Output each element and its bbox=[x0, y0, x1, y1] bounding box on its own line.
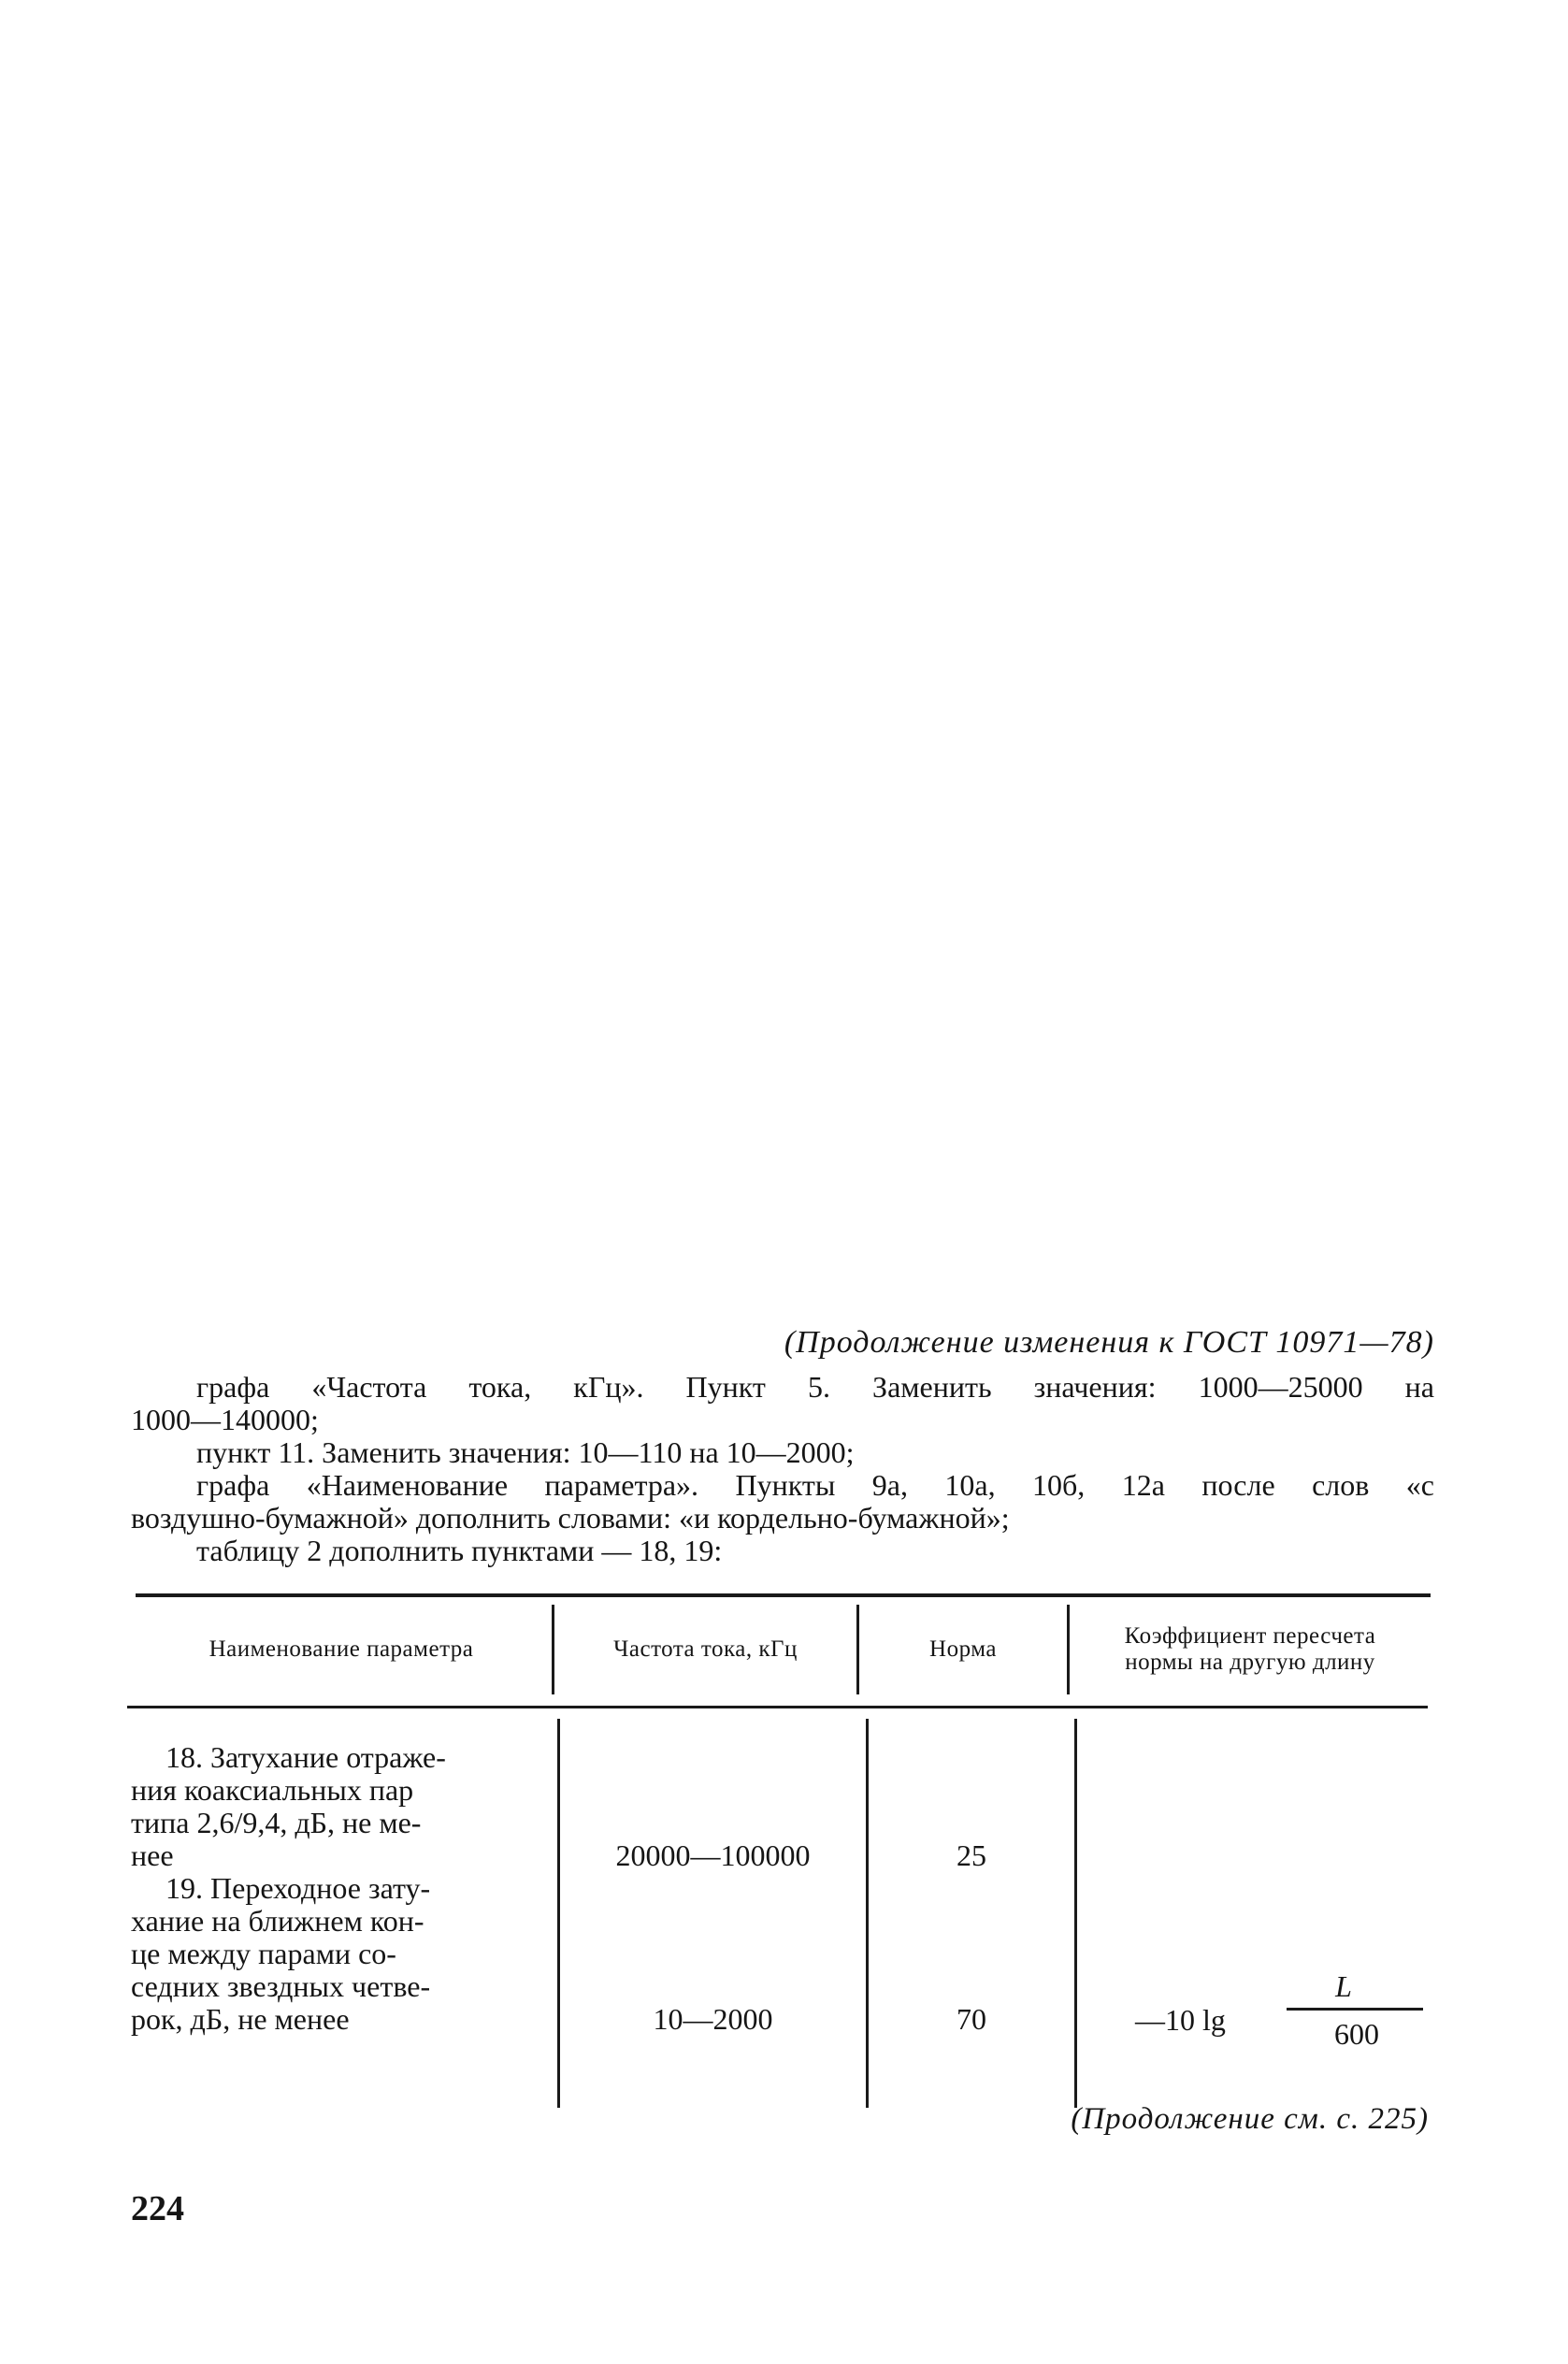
header-coefficient: Коэффициент пересчета нормы на другую длину bbox=[1124, 1623, 1376, 1675]
table-top-rule bbox=[136, 1593, 1431, 1597]
header-frequency: Частота тока, кГц bbox=[613, 1636, 798, 1662]
param-line: хание на ближнем кон- bbox=[131, 1904, 424, 1938]
column-divider bbox=[1074, 1719, 1077, 2108]
row-18-param bbox=[131, 1741, 542, 1872]
row-19-coefficient-denominator: 600 bbox=[1334, 2017, 1379, 2051]
param-line: 18. Затухание отраже- bbox=[165, 1740, 446, 1774]
row-19-coefficient-numerator: L bbox=[1335, 1969, 1352, 2003]
row-18-norm: 25 bbox=[957, 1838, 986, 1872]
header-norm: Норма bbox=[929, 1636, 997, 1662]
row-19-param bbox=[131, 1872, 542, 2036]
row-19-frequency: 10—2000 bbox=[653, 2002, 773, 2036]
param-line: рок, дБ, не менее bbox=[131, 2002, 350, 2036]
page-number: 224 bbox=[131, 2189, 184, 2228]
body-line: 1000—140000; bbox=[131, 1403, 319, 1436]
param-line: 19. Переходное зату- bbox=[165, 1871, 431, 1905]
body-line: графа «Наименование параметра». Пункты 9а, 10а, 10б, 12а после слов «с bbox=[196, 1468, 1434, 1502]
column-divider bbox=[866, 1719, 869, 2108]
param-line: нее bbox=[131, 1838, 174, 1872]
param-line: седних звездных четве- bbox=[131, 1969, 431, 2003]
param-line: ния коаксиальных пар bbox=[131, 1773, 414, 1807]
column-divider bbox=[557, 1719, 560, 2108]
body-line: воздушно-бумажной» дополнить словами: «и кордельно-бумажной»; bbox=[131, 1501, 1010, 1535]
fraction-bar bbox=[1287, 2008, 1423, 2011]
param-line: типа 2,6/9,4, дБ, не ме- bbox=[131, 1806, 422, 1839]
param-line: це между парами со- bbox=[131, 1937, 396, 1970]
body-line: пункт 11. Заменить значения: 10—110 на 10—2000; bbox=[196, 1435, 855, 1469]
row-18-frequency: 20000—100000 bbox=[615, 1838, 811, 1872]
footer-continuation-note: (Продолжение см. с. 225) bbox=[1071, 2102, 1429, 2136]
body-line: таблицу 2 дополнить пунктами — 18, 19: bbox=[196, 1534, 723, 1567]
row-19-coefficient-prefix: —10 lg bbox=[1135, 2003, 1226, 2037]
body-text bbox=[131, 1371, 1434, 1567]
body-line: графа «Частота тока, кГц». Пункт 5. Заменить значения: 1000—25000 на bbox=[196, 1370, 1434, 1404]
table-header-rule bbox=[127, 1706, 1428, 1708]
row-19-norm: 70 bbox=[957, 2002, 986, 2036]
continuation-header: (Продолжение изменения к ГОСТ 10971—78) bbox=[784, 1325, 1434, 1360]
header-param: Наименование параметра bbox=[209, 1636, 474, 1662]
